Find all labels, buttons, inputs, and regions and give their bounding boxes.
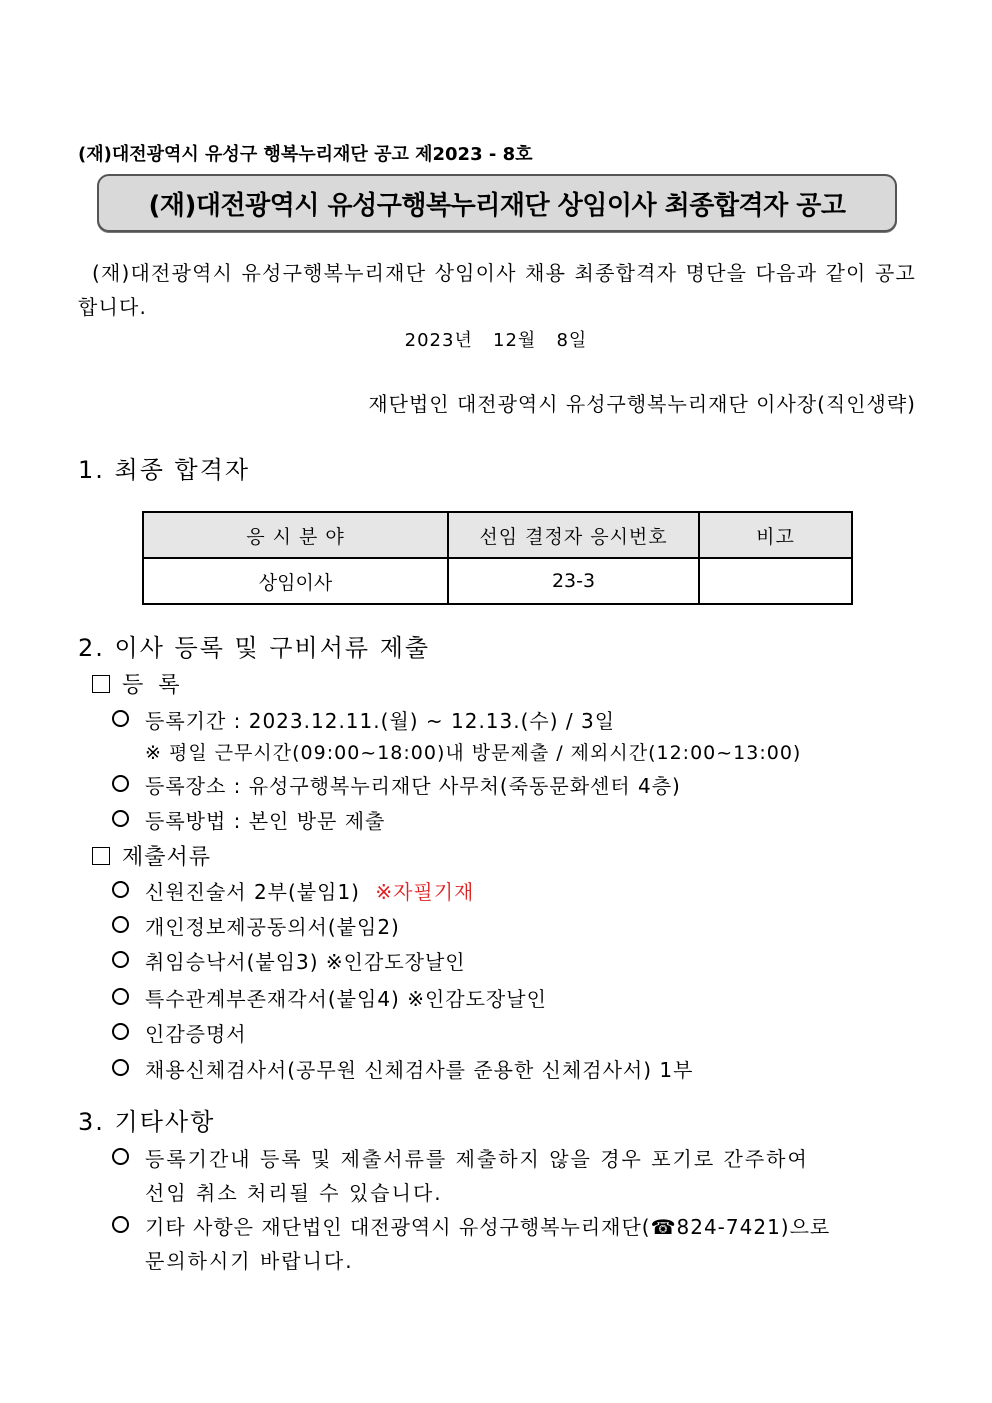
circle-bullet-icon [112,775,129,792]
square-bullet-icon [92,847,110,865]
cell-field: 상임이사 [143,558,448,604]
circle-bullet-icon [112,881,129,898]
circle-bullet-icon [112,810,129,827]
list-item [112,1143,809,1172]
registration-method: 등록방법 : 본인 방문 제출 [145,809,386,833]
page-title: (재)대전광역시 유성구행복누리재단 상임이사 최종합격자 공고 [148,190,846,221]
other-item-continuation: 선임 취소 처리될 수 있습니다. [145,1181,443,1205]
documents-label: 제출서류 [122,845,212,870]
document-note: ※자필기재 [375,880,475,904]
header-cell-remark: 비고 [699,512,852,558]
section-1-heading: 1. 최종 합격자 [78,456,251,484]
circle-bullet-icon [112,710,129,727]
circle-bullet-icon [112,1216,129,1233]
document-item: 개인정보제공동의서(붙임2) [145,915,400,939]
list-item [112,1054,693,1083]
circle-bullet-icon [112,1059,129,1076]
table-header-row [143,512,852,558]
list-item [112,911,400,940]
circle-bullet-icon [112,1023,129,1040]
result-table [142,511,853,605]
header-cell-field: 응 시 분 야 [143,512,448,558]
circle-bullet-icon [112,1148,129,1165]
documents-subheading [92,840,211,871]
document-item: 채용신체검사서(공무원 신체검사를 준용한 신체검사서) 1부 [145,1058,694,1082]
list-item [112,1211,830,1240]
notice-number: (재)대전광역시 유성구 행복누리재단 공고 제2023 - 8호 [78,144,533,165]
list-item [112,983,547,1012]
registration-place: 등록장소 : 유성구행복누리재단 사무처(죽동문화센터 4층) [145,774,681,798]
registration-label: 등 록 [122,673,184,698]
list-item [112,1018,247,1047]
title-box [97,174,897,232]
list-item [112,770,681,799]
registration-subheading [92,668,184,699]
document-item: 신원진술서 2부(붙임1) [145,880,360,904]
table-row [143,558,852,604]
other-item-text: 기타 사항은 재단법인 대전광역시 유성구행복누리재단(☎824-7421)으로 [145,1215,831,1239]
registration-period: 등록기간 : 2023.12.11.(월) ~ 12.13.(수) / 3일 [145,709,616,733]
section-2-heading: 2. 이사 등록 및 구비서류 제출 [78,634,431,662]
cell-number: 23-3 [448,558,699,604]
circle-bullet-icon [112,916,129,933]
document-item: 취임승낙서(붙임3) ※인감도장날인 [145,950,466,974]
list-item [112,876,474,905]
list-item [112,946,466,975]
intro-paragraph: (재)대전광역시 유성구행복누리재단 상임이사 채용 최종합격자 명단을 다음과 같이 공고합니다. [78,261,916,319]
notice-date: 2023년 12월 8일 [404,330,588,351]
document-item: 특수관계부존재각서(붙임4) ※인감도장날인 [145,987,547,1011]
header-cell-number: 선임 결정자 응시번호 [448,512,699,558]
section-3-heading: 3. 기타사항 [78,1108,216,1136]
list-item [112,805,385,834]
square-bullet-icon [92,675,110,693]
document-item: 인감증명서 [145,1022,247,1046]
registration-period-note: ※ 평일 근무시간(09:00~18:00)내 방문제출 / 제외시간(12:00~13:00) [145,742,802,764]
cell-remark [699,558,852,604]
signer: 재단법인 대전광역시 유성구행복누리재단 이사장(직인생략) [368,392,916,416]
other-item-continuation: 문의하시기 바랍니다. [145,1249,354,1273]
circle-bullet-icon [112,988,129,1005]
other-item-text: 등록기간내 등록 및 제출서류를 제출하지 않을 경우 포기로 간주하여 [145,1147,809,1171]
circle-bullet-icon [112,951,129,968]
list-item [112,705,615,734]
